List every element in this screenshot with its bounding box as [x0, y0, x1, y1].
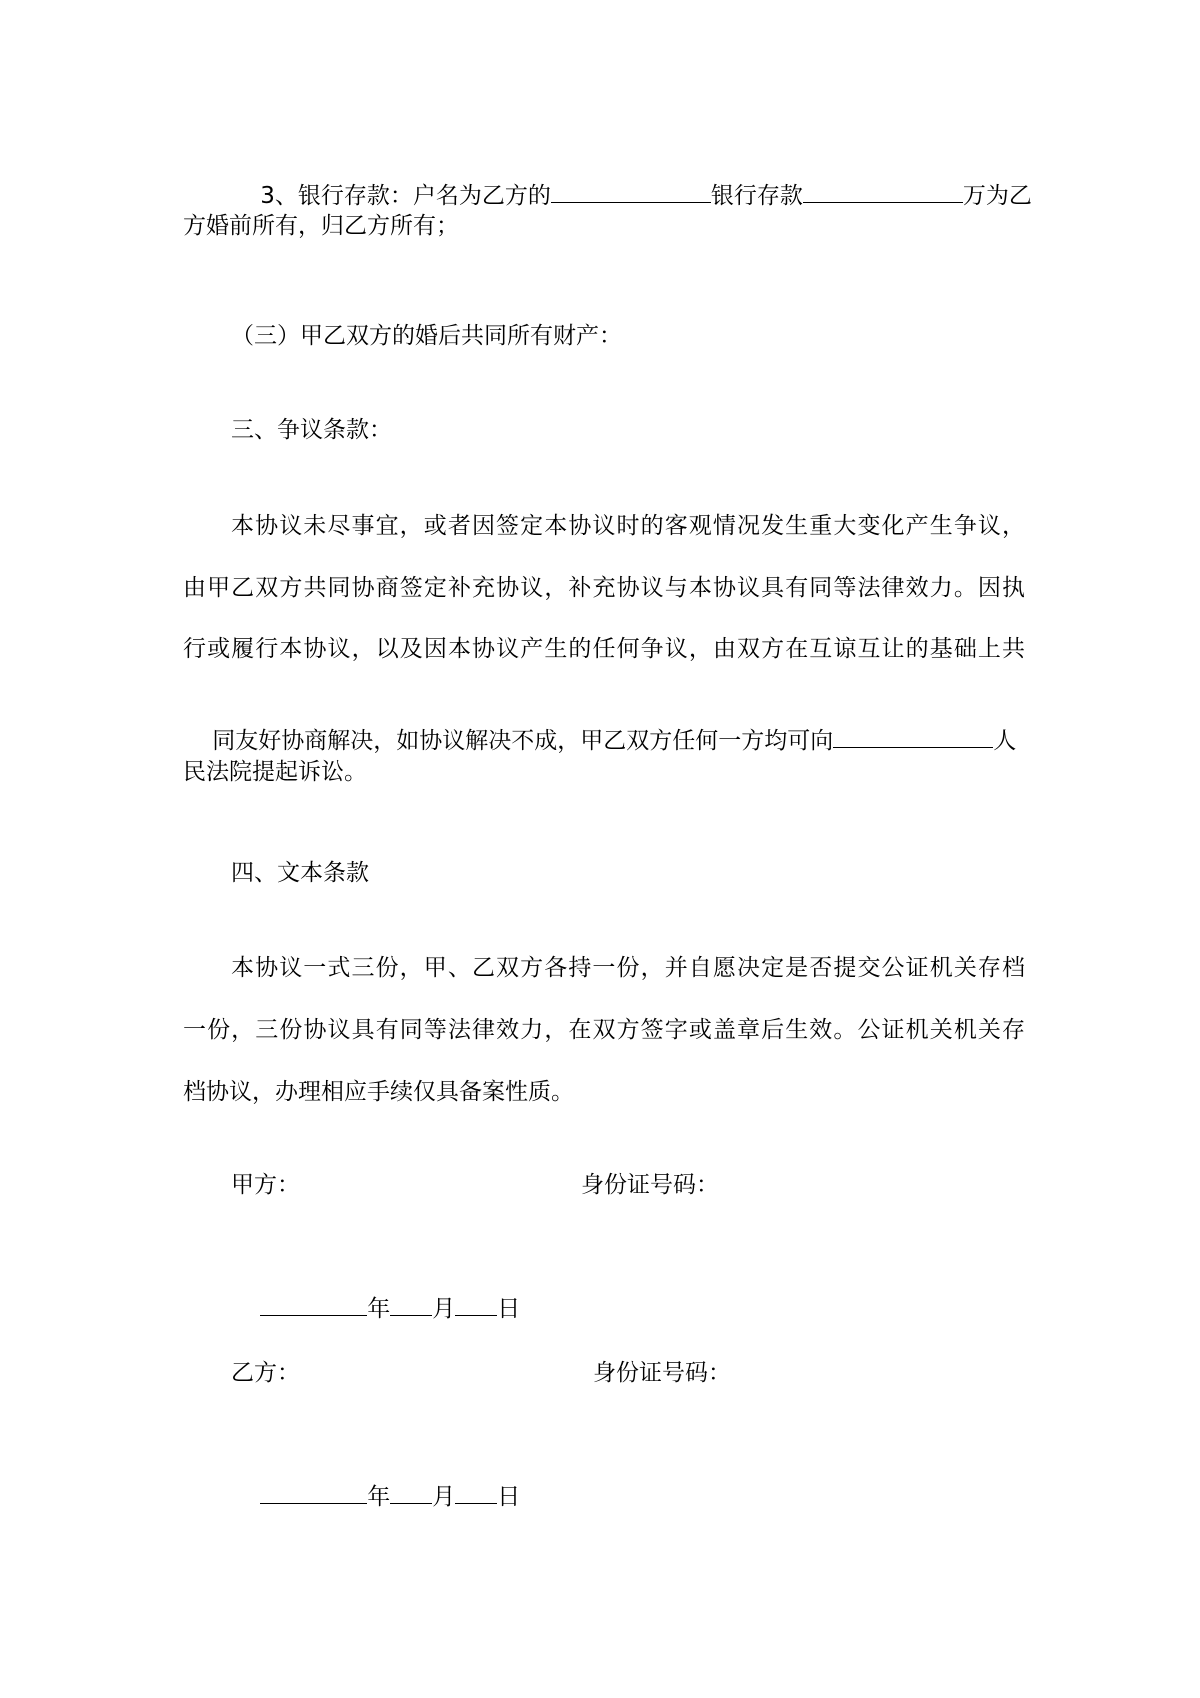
text-clause-heading: 四、文本条款: [231, 860, 369, 886]
party-a-year-blank[interactable]: [260, 1293, 367, 1316]
party-b-id-label: 身份证号码：: [593, 1360, 731, 1386]
day-label: 日: [497, 1296, 521, 1322]
dispute-body-line4-text: 同友好协商解决，如协议解决不成，甲乙双方任何一方均可向: [212, 728, 834, 754]
month-label: 月: [432, 1484, 456, 1510]
party-a-id-label: 身份证号码：: [581, 1172, 719, 1198]
bank-deposit-text-1: 3、银行存款：户名为乙方的: [260, 183, 551, 209]
year-label: 年: [367, 1296, 391, 1322]
party-b-year-blank[interactable]: [260, 1481, 367, 1504]
party-b-month-blank[interactable]: [390, 1481, 432, 1504]
court-name-blank[interactable]: [833, 725, 993, 748]
dispute-body-line1: 本协议未尽事宜，或者因签定本协议时的客观情况发生重大变化产生争议，: [231, 513, 1025, 539]
year-label: 年: [367, 1484, 391, 1510]
bank-deposit-text-2: 银行存款: [710, 183, 803, 209]
text-body-line3: 档协议，办理相应手续仅具备案性质。: [183, 1079, 574, 1105]
dispute-heading: 三、争议条款：: [231, 417, 392, 443]
party-a-date: [231, 1263, 520, 1354]
day-label: 日: [497, 1484, 521, 1510]
text-body-line1: 本协议一式三份，甲、乙双方各持一份，并自愿决定是否提交公证机关存档: [231, 955, 1025, 981]
deposit-amount-blank[interactable]: [803, 180, 963, 203]
dispute-body-line4-end: 人: [993, 728, 1017, 754]
party-b-day-blank[interactable]: [455, 1481, 497, 1504]
dispute-body-line3: 行或履行本协议，以及因本协议产生的任何争议，由双方在互谅互让的基础上共: [183, 636, 1025, 662]
month-label: 月: [432, 1296, 456, 1322]
bank-name-blank[interactable]: [551, 180, 711, 203]
bank-deposit-clause-line2: 方婚前所有，归乙方所有；: [183, 213, 459, 239]
text-body-line2: 一份，三份协议具有同等法律效力，在双方签字或盖章后生效。公证机关机关存: [183, 1017, 1025, 1043]
party-b-label: 乙方：: [231, 1360, 300, 1386]
party-b-date: [231, 1451, 520, 1542]
party-a-month-blank[interactable]: [390, 1293, 432, 1316]
dispute-body-line2: 由甲乙双方共同协商签定补充协议，补充协议与本协议具有同等法律效力。因执: [183, 575, 1025, 601]
party-a-day-blank[interactable]: [455, 1293, 497, 1316]
joint-property-heading: （三）甲乙双方的婚后共同所有财产：: [231, 323, 622, 349]
party-a-label: 甲方：: [231, 1172, 300, 1198]
dispute-body-line5: 民法院提起诉讼。: [183, 759, 367, 785]
bank-deposit-text-3: 万为乙: [962, 183, 1032, 209]
